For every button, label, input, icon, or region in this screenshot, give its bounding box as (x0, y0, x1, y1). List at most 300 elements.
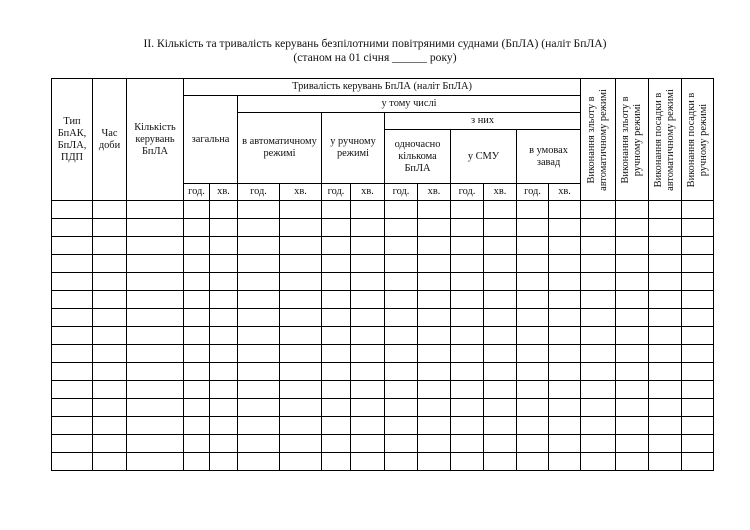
table-cell[interactable] (238, 327, 280, 345)
table-cell[interactable] (418, 363, 451, 381)
table-cell[interactable] (581, 399, 616, 417)
table-cell[interactable] (484, 381, 517, 399)
table-cell[interactable] (385, 201, 418, 219)
table-cell[interactable] (210, 435, 238, 453)
table-cell[interactable] (581, 453, 616, 471)
table-cell[interactable] (385, 453, 418, 471)
table-cell[interactable] (682, 219, 714, 237)
table-cell[interactable] (616, 399, 649, 417)
table-cell[interactable] (451, 381, 484, 399)
table-cell[interactable] (52, 345, 93, 363)
table-cell[interactable] (280, 273, 322, 291)
table-cell[interactable] (484, 345, 517, 363)
table-cell[interactable] (385, 309, 418, 327)
table-cell[interactable] (322, 381, 351, 399)
table-cell[interactable] (351, 237, 385, 255)
table-cell[interactable] (418, 201, 451, 219)
table-cell[interactable] (184, 363, 210, 381)
table-cell[interactable] (484, 435, 517, 453)
table-cell[interactable] (451, 273, 484, 291)
table-cell[interactable] (549, 417, 581, 435)
table-cell[interactable] (351, 201, 385, 219)
table-cell[interactable] (52, 273, 93, 291)
table-cell[interactable] (418, 237, 451, 255)
table-cell[interactable] (322, 273, 351, 291)
table-row (52, 435, 714, 453)
table-cell[interactable] (322, 201, 351, 219)
table-cell[interactable] (682, 363, 714, 381)
table-cell[interactable] (322, 219, 351, 237)
table-cell[interactable] (351, 219, 385, 237)
table-cell[interactable] (210, 255, 238, 273)
table-cell[interactable] (581, 327, 616, 345)
table-cell[interactable] (351, 273, 385, 291)
table-cell[interactable] (351, 345, 385, 363)
table-cell[interactable] (484, 291, 517, 309)
table-cell[interactable] (484, 309, 517, 327)
header-control-count: Кількість керувань БпЛА (127, 79, 184, 201)
table-cell[interactable] (682, 453, 714, 471)
table-cell[interactable] (616, 345, 649, 363)
table-cell[interactable] (184, 399, 210, 417)
table-cell[interactable] (549, 219, 581, 237)
table-cell[interactable] (238, 219, 280, 237)
table-cell[interactable] (682, 327, 714, 345)
table-cell[interactable] (280, 327, 322, 345)
table-cell[interactable] (517, 201, 549, 219)
table-cell[interactable] (210, 345, 238, 363)
table-cell[interactable] (238, 435, 280, 453)
table-cell[interactable] (280, 219, 322, 237)
table-cell[interactable] (184, 219, 210, 237)
table-cell[interactable] (238, 201, 280, 219)
table-cell[interactable] (517, 399, 549, 417)
table-cell[interactable] (280, 399, 322, 417)
title-line-2: (станом на 01 січня ______ року) (293, 51, 457, 64)
table-cell[interactable] (322, 309, 351, 327)
table-cell[interactable] (385, 363, 418, 381)
table-cell[interactable] (210, 327, 238, 345)
table-cell[interactable] (418, 417, 451, 435)
table-cell[interactable] (682, 417, 714, 435)
table-cell[interactable] (682, 345, 714, 363)
table-cell[interactable] (484, 255, 517, 273)
table-cell[interactable] (93, 399, 127, 417)
table-cell[interactable] (385, 291, 418, 309)
table-cell[interactable] (184, 273, 210, 291)
table-row (52, 345, 714, 363)
table-cell[interactable] (351, 309, 385, 327)
table-cell[interactable] (649, 345, 682, 363)
table-cell[interactable] (581, 255, 616, 273)
table-cell[interactable] (517, 453, 549, 471)
table-cell[interactable] (322, 237, 351, 255)
table-cell[interactable] (52, 453, 93, 471)
table-cell[interactable] (210, 219, 238, 237)
table-cell[interactable] (238, 453, 280, 471)
table-cell[interactable] (52, 201, 93, 219)
table-cell[interactable] (616, 255, 649, 273)
table-cell[interactable] (385, 237, 418, 255)
table-cell[interactable] (127, 219, 184, 237)
table-cell[interactable] (238, 417, 280, 435)
table-cell[interactable] (351, 291, 385, 309)
table-cell[interactable] (351, 417, 385, 435)
table-cell[interactable] (616, 309, 649, 327)
table-cell[interactable] (581, 237, 616, 255)
table-cell[interactable] (581, 291, 616, 309)
table-cell[interactable] (682, 273, 714, 291)
table-cell[interactable] (418, 327, 451, 345)
table-cell[interactable] (385, 417, 418, 435)
table-cell[interactable] (93, 435, 127, 453)
table-cell[interactable] (280, 291, 322, 309)
table-row (52, 417, 714, 435)
table-cell[interactable] (484, 273, 517, 291)
table-cell[interactable] (418, 273, 451, 291)
table-cell[interactable] (581, 417, 616, 435)
table-cell[interactable] (280, 309, 322, 327)
table-cell[interactable] (484, 417, 517, 435)
table-cell[interactable] (451, 435, 484, 453)
table-cell[interactable] (649, 417, 682, 435)
table-cell[interactable] (127, 309, 184, 327)
table-cell[interactable] (280, 255, 322, 273)
table-cell[interactable] (517, 345, 549, 363)
table-cell[interactable] (451, 417, 484, 435)
table-cell[interactable] (210, 381, 238, 399)
table-cell[interactable] (127, 237, 184, 255)
table-cell[interactable] (649, 237, 682, 255)
table-cell[interactable] (93, 417, 127, 435)
table-cell[interactable] (280, 417, 322, 435)
table-cell[interactable] (549, 363, 581, 381)
table-cell[interactable] (184, 201, 210, 219)
table-cell[interactable] (210, 291, 238, 309)
table-cell[interactable] (322, 255, 351, 273)
table-cell[interactable] (517, 435, 549, 453)
table-cell[interactable] (682, 381, 714, 399)
table-cell[interactable] (581, 435, 616, 453)
table-cell[interactable] (52, 327, 93, 345)
table-cell[interactable] (418, 435, 451, 453)
table-cell[interactable] (351, 255, 385, 273)
table-cell[interactable] (322, 453, 351, 471)
table-cell[interactable] (517, 417, 549, 435)
table-cell[interactable] (418, 399, 451, 417)
table-cell[interactable] (517, 309, 549, 327)
table-cell[interactable] (682, 291, 714, 309)
table-cell[interactable] (127, 417, 184, 435)
table-cell[interactable] (52, 291, 93, 309)
table-cell[interactable] (649, 201, 682, 219)
table-cell[interactable] (649, 255, 682, 273)
table-cell[interactable] (649, 273, 682, 291)
table-cell[interactable] (451, 453, 484, 471)
table-cell[interactable] (127, 201, 184, 219)
table-cell[interactable] (549, 435, 581, 453)
table-row (52, 309, 714, 327)
table-cell[interactable] (517, 381, 549, 399)
table-cell[interactable] (649, 363, 682, 381)
table-cell[interactable] (649, 381, 682, 399)
table-cell[interactable] (238, 237, 280, 255)
table-cell[interactable] (93, 219, 127, 237)
table-cell[interactable] (451, 399, 484, 417)
table-cell[interactable] (581, 201, 616, 219)
table-cell[interactable] (93, 291, 127, 309)
table-cell[interactable] (93, 309, 127, 327)
table-cell[interactable] (210, 453, 238, 471)
table-cell[interactable] (418, 309, 451, 327)
unit-minutes: хв. (210, 184, 238, 201)
table-cell[interactable] (210, 237, 238, 255)
table-cell[interactable] (238, 291, 280, 309)
table-cell[interactable] (616, 453, 649, 471)
table-cell[interactable] (616, 219, 649, 237)
table-cell[interactable] (238, 399, 280, 417)
table-cell[interactable] (280, 381, 322, 399)
table-cell[interactable] (280, 237, 322, 255)
table-cell[interactable] (682, 201, 714, 219)
header-time-of-day: Час доби (93, 79, 127, 201)
table-cell[interactable] (517, 237, 549, 255)
table-cell[interactable] (418, 255, 451, 273)
table-cell[interactable] (549, 273, 581, 291)
table-cell[interactable] (127, 255, 184, 273)
table-cell[interactable] (451, 255, 484, 273)
header-simultaneous: одночасно кількома БпЛА (385, 130, 451, 184)
table-cell[interactable] (616, 201, 649, 219)
table-cell[interactable] (184, 435, 210, 453)
table-cell[interactable] (93, 345, 127, 363)
table-cell[interactable] (682, 237, 714, 255)
table-cell[interactable] (184, 291, 210, 309)
table-cell[interactable] (616, 363, 649, 381)
table-cell[interactable] (322, 399, 351, 417)
table-cell[interactable] (682, 435, 714, 453)
table-cell[interactable] (127, 363, 184, 381)
table-cell[interactable] (351, 363, 385, 381)
table-cell[interactable] (549, 453, 581, 471)
table-cell[interactable] (184, 255, 210, 273)
header-takeoff-manual: Виконання зльоту в ручному режимі (616, 79, 649, 201)
table-cell[interactable] (322, 345, 351, 363)
table-cell[interactable] (385, 219, 418, 237)
table-cell[interactable] (549, 201, 581, 219)
table-cell[interactable] (549, 327, 581, 345)
table-cell[interactable] (351, 453, 385, 471)
table-cell[interactable] (616, 381, 649, 399)
table-cell[interactable] (549, 237, 581, 255)
table-cell[interactable] (52, 255, 93, 273)
table-cell[interactable] (451, 327, 484, 345)
table-cell[interactable] (451, 363, 484, 381)
table-cell[interactable] (517, 273, 549, 291)
table-cell[interactable] (184, 381, 210, 399)
table-cell[interactable] (484, 237, 517, 255)
table-cell[interactable] (649, 291, 682, 309)
table-row (52, 237, 714, 255)
table-cell[interactable] (616, 417, 649, 435)
table-cell[interactable] (581, 345, 616, 363)
table-cell[interactable] (210, 273, 238, 291)
table-cell[interactable] (93, 327, 127, 345)
table-cell[interactable] (385, 435, 418, 453)
table-cell[interactable] (682, 255, 714, 273)
table-cell[interactable] (351, 381, 385, 399)
table-cell[interactable] (581, 363, 616, 381)
header-duration-group: Тривалість керувань БпЛА (наліт БпЛА) (184, 79, 581, 96)
table-cell[interactable] (649, 219, 682, 237)
table-cell[interactable] (484, 399, 517, 417)
table-cell[interactable] (184, 327, 210, 345)
table-cell[interactable] (385, 327, 418, 345)
table-cell[interactable] (93, 255, 127, 273)
table-cell[interactable] (451, 291, 484, 309)
table-cell[interactable] (127, 273, 184, 291)
table-cell[interactable] (184, 417, 210, 435)
table-cell[interactable] (238, 381, 280, 399)
table-cell[interactable] (616, 237, 649, 255)
table-cell[interactable] (127, 453, 184, 471)
table-cell[interactable] (517, 255, 549, 273)
table-cell[interactable] (385, 399, 418, 417)
table-cell[interactable] (549, 309, 581, 327)
table-cell[interactable] (581, 219, 616, 237)
table-cell[interactable] (238, 273, 280, 291)
table-cell[interactable] (517, 327, 549, 345)
table-cell[interactable] (484, 327, 517, 345)
table-cell[interactable] (210, 363, 238, 381)
table-cell[interactable] (616, 435, 649, 453)
table-cell[interactable] (52, 363, 93, 381)
table-cell[interactable] (93, 273, 127, 291)
table-cell[interactable] (682, 309, 714, 327)
table-cell[interactable] (210, 399, 238, 417)
table-cell[interactable] (322, 417, 351, 435)
table-cell[interactable] (52, 237, 93, 255)
table-cell[interactable] (418, 345, 451, 363)
table-cell[interactable] (52, 417, 93, 435)
table-cell[interactable] (616, 327, 649, 345)
table-cell[interactable] (280, 435, 322, 453)
table-cell[interactable] (581, 309, 616, 327)
table-cell[interactable] (517, 363, 549, 381)
table-cell[interactable] (322, 327, 351, 345)
table-cell[interactable] (280, 201, 322, 219)
table-cell[interactable] (351, 435, 385, 453)
table-cell[interactable] (649, 435, 682, 453)
table-cell[interactable] (649, 309, 682, 327)
table-cell[interactable] (210, 417, 238, 435)
table-cell[interactable] (52, 309, 93, 327)
table-cell[interactable] (52, 219, 93, 237)
table-cell[interactable] (581, 273, 616, 291)
table-cell[interactable] (451, 201, 484, 219)
table-cell[interactable] (517, 219, 549, 237)
table-cell[interactable] (418, 381, 451, 399)
table-cell[interactable] (127, 399, 184, 417)
table-cell[interactable] (451, 219, 484, 237)
table-cell[interactable] (238, 255, 280, 273)
table-cell[interactable] (649, 453, 682, 471)
table-cell[interactable] (127, 435, 184, 453)
table-cell[interactable] (184, 345, 210, 363)
table-cell[interactable] (322, 363, 351, 381)
table-cell[interactable] (484, 363, 517, 381)
table-cell[interactable] (517, 291, 549, 309)
table-cell[interactable] (280, 453, 322, 471)
table-cell[interactable] (451, 345, 484, 363)
table-cell[interactable] (184, 237, 210, 255)
unit-hours: год. (517, 184, 549, 201)
table-cell[interactable] (127, 327, 184, 345)
table-cell[interactable] (616, 291, 649, 309)
table-cell[interactable] (649, 399, 682, 417)
table-cell[interactable] (649, 327, 682, 345)
table-cell[interactable] (484, 201, 517, 219)
table-cell[interactable] (238, 363, 280, 381)
table-cell[interactable] (280, 363, 322, 381)
table-cell[interactable] (451, 309, 484, 327)
table-cell[interactable] (280, 345, 322, 363)
table-cell[interactable] (127, 381, 184, 399)
table-cell[interactable] (184, 453, 210, 471)
table-cell[interactable] (484, 453, 517, 471)
table-cell[interactable] (52, 381, 93, 399)
table-cell[interactable] (322, 435, 351, 453)
table-cell[interactable] (616, 273, 649, 291)
table-cell[interactable] (385, 345, 418, 363)
table-cell[interactable] (93, 453, 127, 471)
table-cell[interactable] (682, 399, 714, 417)
table-cell[interactable] (238, 309, 280, 327)
table-cell[interactable] (385, 255, 418, 273)
table-cell[interactable] (322, 291, 351, 309)
table-cell[interactable] (549, 255, 581, 273)
table-cell[interactable] (351, 399, 385, 417)
header-landing-auto: Виконання посадки в автоматичному режимі (649, 79, 682, 201)
table-cell[interactable] (385, 381, 418, 399)
table-cell[interactable] (93, 201, 127, 219)
table-cell[interactable] (52, 435, 93, 453)
table-cell[interactable] (238, 345, 280, 363)
table-cell[interactable] (127, 345, 184, 363)
header-landing-manual: Виконання посадки в ручному режимі (682, 79, 714, 201)
table-cell[interactable] (581, 381, 616, 399)
table-cell[interactable] (210, 309, 238, 327)
table-cell[interactable] (549, 345, 581, 363)
table-cell[interactable] (184, 309, 210, 327)
table-cell[interactable] (549, 399, 581, 417)
table-cell[interactable] (351, 327, 385, 345)
table-cell[interactable] (484, 219, 517, 237)
table-cell[interactable] (127, 291, 184, 309)
table-cell[interactable] (52, 399, 93, 417)
table-cell[interactable] (549, 381, 581, 399)
table-cell[interactable] (451, 237, 484, 255)
table-cell[interactable] (418, 219, 451, 237)
table-cell[interactable] (93, 363, 127, 381)
table-cell[interactable] (210, 201, 238, 219)
table-cell[interactable] (549, 291, 581, 309)
table-cell[interactable] (418, 291, 451, 309)
table-cell[interactable] (93, 381, 127, 399)
table-cell[interactable] (385, 273, 418, 291)
table-cell[interactable] (93, 237, 127, 255)
table-cell[interactable] (418, 453, 451, 471)
